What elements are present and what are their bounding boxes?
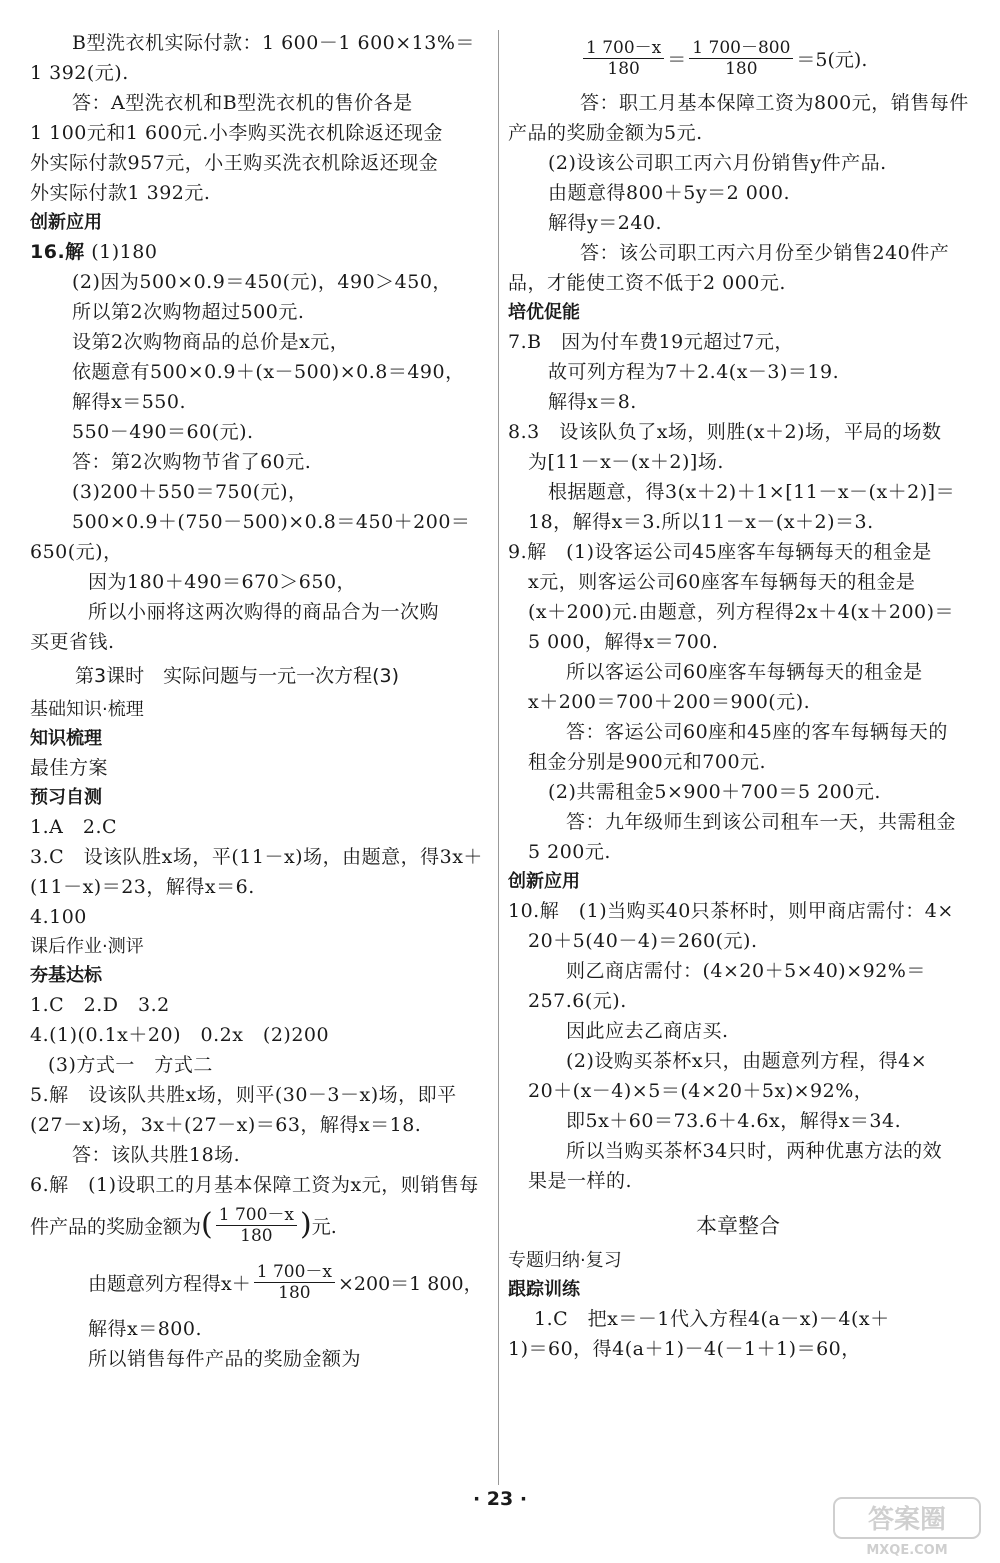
text-line: 外实际付款957元，小王购买洗衣机除返还现金 [30,152,439,174]
fraction-numerator: 1 700－800 [689,38,793,59]
text-line: 答：A型洗衣机和B型洗衣机的售价各是 [72,92,413,114]
text-line: 所以客运公司60座客车每辆每天的租金是 [566,661,923,683]
page-number: · 23 · [472,1488,528,1510]
subsection-heading: 课后作业·测评 [30,936,144,957]
text-line: 解得x＝8. [548,391,637,413]
fraction [689,38,793,79]
equals-sign: ＝ [667,48,687,71]
solution-label: 解 [65,241,85,263]
math-line [30,1200,490,1250]
subsection-heading: 基础知识·梳理 [30,699,144,720]
text-line: 设第2次购物商品的总价是x元， [72,331,350,353]
text-line: 品，才能使工资不低于2 000元. [508,272,786,294]
section-heading: 知识梳理 [30,728,102,749]
text-line: 所以销售每件产品的奖励金额为 [88,1348,362,1370]
fraction-numerator: 1 700－x [254,1262,335,1283]
fraction-denominator: 180 [725,58,758,79]
text-line: 650(元)， [30,541,123,563]
text-line: 因为180＋490＝670＞650， [88,571,357,593]
text-line: 解得x＝800. [88,1318,203,1340]
section-heading: 预习自测 [30,787,102,808]
text-line: 根据题意，得3(x＋2)＋1×[11－x－(x＋2)]＝ [548,481,956,503]
text-line: 20＋(x－4)×5＝(4×20＋5x)×92%， [528,1080,874,1102]
fraction-denominator: 180 [278,1282,311,1303]
text-line: (2)共需租金5×900＋700＝5 200元. [548,781,881,803]
text-line: (3)200＋550＝750(元)， [72,481,308,503]
text-line: 1 100元和1 600元.小李购买洗衣机除返还现金 [30,122,443,144]
text-line: 解得y＝240. [548,212,663,234]
text-segment: 件产品的奖励金额为 [30,1215,202,1238]
text-line: 依题意有500×0.9＋(x－500)×0.8＝490， [72,361,465,383]
text-line: 500×0.9＋(750－500)×0.8＝450＋200＝ [72,511,471,533]
text-line: (x＋200)元.由题意，列方程得2x＋4(x＋200)＝ [528,601,955,623]
text-line: 答：职工月基本保障工资为800元，销售每件 [580,92,969,114]
text-line: (27－x)场，3x＋(27－x)＝63，解得x＝18. [30,1114,422,1136]
text-line: 8.3 设该队负了x场，则胜(x＋2)场，平局的场数 [508,421,942,443]
text-line: 1.C 把x＝－1代入方程4(a－x)－4(x＋ [534,1308,890,1330]
text-segment: (1)180 [91,241,158,263]
fraction-numerator: 1 700－x [583,38,664,59]
text-line: 所以小丽将这两次购得的商品合为一次购 [88,601,440,623]
fraction-denominator: 180 [607,58,640,79]
text-line: B型洗衣机实际付款：1 600－1 600×13%＝ [72,32,475,54]
text-line: 4.(1)(0.1x＋20) 0.2x (2)200 [30,1024,330,1046]
text-line: (2)因为500×0.9＝450(元)，490＞450， [72,271,452,293]
text-line: 1)＝60，得4(a＋1)－4(－1＋1)＝60， [508,1338,861,1360]
text-line: 4.100 [30,906,87,928]
text-line: 1 392(元). [30,62,129,84]
text-line: 550－490＝60(元). [72,421,254,443]
text-line: 即5x＋60＝73.6＋4.6x，解得x＝34. [566,1110,902,1132]
math-line [508,28,968,88]
open-paren-glyph: ( [201,1207,213,1242]
text-line: 答：该公司职工丙六月份至少销售240件产 [580,242,950,264]
watermark-url: MXQE.COM [866,1543,948,1558]
fraction [583,38,664,79]
math-line [30,1250,490,1314]
text-line: 答：第2次购物节省了60元. [72,451,312,473]
text-line: 20＋5(40－4)＝260(元). [528,930,758,952]
watermark-logo [832,1496,982,1558]
text-line: x元，则客运公司60座客车每辆每天的租金是 [528,571,916,593]
section-heading: 培优促能 [508,302,580,323]
section-heading: 创新应用 [30,212,102,233]
text-line: 为[11－x－(x＋2)]场. [528,451,724,473]
section-heading: 夯基达标 [30,965,102,986]
right-column [508,28,968,1364]
text-segment: 由题意列方程得x＋ [88,1272,251,1295]
text-line: 所以第2次购物超过500元. [72,301,305,323]
text-line: 答：客运公司60座和45座的客车每辆每天的 [566,721,948,743]
text-line: 6.解 (1)设职工的月基本保障工资为x元，则销售每 [30,1174,479,1196]
text-line: 1.A 2.C [30,816,118,838]
fraction-denominator: 180 [240,1225,273,1246]
section-heading: 创新应用 [508,871,580,892]
text-line: (2)设该公司职工丙六月份销售y件产品. [548,152,887,174]
text-segment: 元. [311,1215,337,1238]
text-line: 租金分别是900元和700元. [528,751,767,773]
text-line: 257.6(元). [528,990,627,1012]
fraction [254,1262,335,1303]
text-line: (2)设购买茶杯x只，由题意列方程，得4× [566,1050,928,1072]
lesson-title: 第3课时 实际问题与一元一次方程(3) [75,665,400,687]
text-segment: ×200＝1 800， [337,1272,483,1295]
text-line: 最佳方案 [30,757,109,779]
text-line: 10.解 (1)当购买40只茶杯时，则甲商店需付：4× [508,900,954,922]
text-line: 5.解 设该队共胜x场，则平(30－3－x)场，即平 [30,1084,457,1106]
text-line: 18，解得x＝3.所以11－x－(x＋2)＝3. [528,511,874,533]
text-line: 果是一样的. [528,1170,633,1192]
text-line: 所以当购买茶杯34只时，两种优惠方法的效 [566,1140,943,1162]
text-line: 则乙商店需付：(4×20＋5×40)×92%＝ [566,960,926,982]
text-line: 买更省钱. [30,631,115,653]
text-line: 5 200元. [528,841,611,863]
chapter-title: 本章整合 [696,1214,780,1238]
text-line: x＋200＝700＋200＝900(元). [528,691,811,713]
text-line: 5 000，解得x＝700. [528,631,719,653]
text-line: 7.B 因为付车费19元超过7元， [508,331,794,353]
watermark-text: 答案圈 [867,1505,947,1535]
text-line: 答：该队共胜18场. [72,1144,241,1166]
text-line: 1.C 2.D 3.2 [30,994,170,1016]
fraction [216,1205,297,1246]
text-line: (11－x)＝23，解得x＝6. [30,876,255,898]
text-line: 答：九年级师生到该公司租车一天，共需租金 [566,811,957,833]
text-line: 因此应去乙商店买. [566,1020,729,1042]
text-line: 3.C 设该队胜x场，平(11－x)场，由题意，得3x＋ [30,846,483,868]
left-column [30,28,490,1374]
fraction-numerator: 1 700－x [216,1205,297,1226]
text-line: 外实际付款1 392元. [30,182,211,204]
question-number: 16. [30,241,66,263]
close-paren-glyph: ) [300,1207,312,1242]
question-16-header [30,237,490,267]
section-heading: 跟踪训练 [508,1279,580,1300]
text-segment: ＝5(元). [796,48,868,71]
subsection-heading: 专题归纳·复习 [508,1250,622,1271]
text-line: 故可列方程为7＋2.4(x－3)＝19. [548,361,840,383]
text-line: 由题意得800＋5y＝2 000. [548,182,791,204]
text-line: 产品的奖励金额为5元. [508,122,703,144]
text-line: 解得x＝550. [72,391,187,413]
text-line: 9.解 (1)设客运公司45座客车每辆每天的租金是 [508,541,932,563]
text-line: (3)方式一 方式二 [48,1054,213,1076]
column-divider [498,30,499,1485]
